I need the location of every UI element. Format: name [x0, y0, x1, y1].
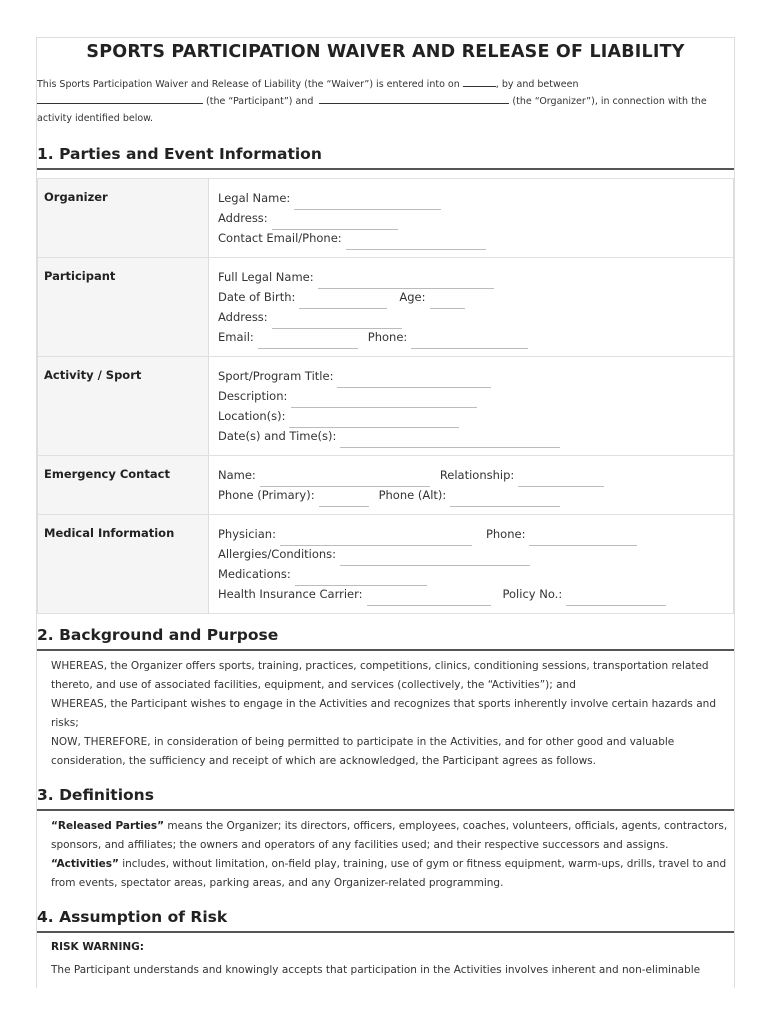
intro-text: (the “Participant”) and: [206, 96, 314, 107]
row-label: Activity / Sport: [38, 357, 209, 456]
intro-text: activity identified below.: [37, 113, 154, 124]
intro-text: (the “Organizer”), in connection with the: [512, 96, 707, 107]
risk-paragraph: The Participant understands and knowingly accepts that participation in the Activities involves inherent and non-eliminable: [51, 964, 701, 976]
physician-phone-field[interactable]: [529, 531, 637, 546]
field-label: Medications:: [218, 567, 291, 581]
row-label: Medical Information: [38, 515, 209, 614]
intro-text: This Sports Participation Waiver and Release of Liability (the “Waiver”) is entered into on: [37, 79, 460, 90]
table-row: [38, 456, 734, 515]
field-label: Legal Name:: [218, 191, 291, 205]
field-label: Sport/Program Title:: [218, 369, 334, 383]
document-title: SPORTS PARTICIPATION WAIVER AND RELEASE OF LIABILITY: [86, 42, 685, 62]
organizer-name-blank[interactable]: [319, 93, 509, 104]
field-label: Address:: [218, 310, 268, 324]
definition-term: “Activities”: [51, 858, 119, 870]
field-label: Full Legal Name:: [218, 270, 314, 284]
email-field[interactable]: [258, 334, 358, 349]
row-label: Organizer: [38, 179, 209, 258]
table-row: [38, 179, 734, 258]
field-label: Date of Birth:: [218, 290, 296, 304]
contact-field[interactable]: [346, 235, 486, 250]
whereas-paragraph: WHEREAS, the Participant wishes to engage in the Activities and recognizes that sports inherently involve certain hazards and risks;: [51, 698, 716, 729]
definition-text: means the Organizer; its directors, officers, employees, coaches, volunteers, officials, agents, contractors, sponsors, and affiliates; the owners and operators of any facilities used; and their respective successors and assigns.: [51, 820, 728, 851]
section-heading: 3. Definitions: [37, 786, 734, 811]
date-blank[interactable]: [463, 76, 496, 87]
field-label: Date(s) and Time(s):: [218, 429, 337, 443]
field-label: Physician:: [218, 527, 276, 541]
field-label: Phone:: [485, 527, 526, 541]
row-label: Emergency Contact: [38, 456, 209, 515]
definition-released-parties: [37, 817, 734, 855]
field-label: Description:: [218, 389, 288, 403]
definition-text: includes, without limitation, on-field play, training, use of gym or fitness equipment, warm-ups, drills, travel to and from events, spectator areas, parking areas, and any Organizer-related programming.: [51, 858, 727, 889]
row-label: Participant: [38, 258, 209, 357]
field-label: Relationship:: [439, 468, 515, 482]
parties-table: [37, 178, 734, 614]
field-label: Location(s):: [218, 409, 286, 423]
primary-phone-field[interactable]: [319, 492, 369, 507]
now-therefore-paragraph: NOW, THEREFORE, in consideration of being permitted to participate in the Activities, and for other good and valuable consideration, the sufficiency and receipt of which are acknowledged, the Participant agrees as follows.: [51, 736, 675, 767]
insurance-carrier-field[interactable]: [367, 591, 491, 606]
participant-name-blank[interactable]: [37, 93, 203, 104]
field-label: Email:: [218, 330, 254, 344]
field-label: Phone (Primary):: [218, 488, 315, 502]
field-label: Name:: [218, 468, 256, 482]
table-row: [38, 357, 734, 456]
intro-text: , by and between: [495, 79, 579, 90]
field-label: Age:: [399, 290, 426, 304]
document-page: [36, 37, 735, 988]
dates-field[interactable]: [340, 433, 560, 448]
field-label: Policy No.:: [502, 587, 563, 601]
alt-phone-field[interactable]: [450, 492, 560, 507]
table-row: [38, 515, 734, 614]
whereas-paragraph: WHEREAS, the Organizer offers sports, training, practices, competitions, clinics, conditioning sessions, transportation related thereto, and use of associated facilities, equipment, and services (collectively, the “Activities”); and: [51, 660, 709, 691]
field-label: Health Insurance Carrier:: [218, 587, 363, 601]
section-heading: 2. Background and Purpose: [37, 626, 734, 651]
field-label: Address:: [218, 211, 268, 225]
field-label: Phone:: [367, 330, 408, 344]
policy-number-field[interactable]: [566, 591, 666, 606]
field-label: Allergies/Conditions:: [218, 547, 337, 561]
intro-paragraph: [37, 76, 734, 127]
definition-term: “Released Parties”: [51, 820, 165, 832]
table-row: [38, 258, 734, 357]
definition-activities: [37, 855, 734, 893]
field-label: Phone (Alt):: [378, 488, 447, 502]
phone-field[interactable]: [411, 334, 528, 349]
field-label: Contact Email/Phone:: [218, 231, 342, 245]
age-field[interactable]: [430, 294, 465, 309]
section-heading: 1. Parties and Event Information: [37, 145, 734, 170]
risk-warning-label: RISK WARNING:: [51, 941, 144, 953]
section-heading: 4. Assumption of Risk: [37, 908, 734, 933]
